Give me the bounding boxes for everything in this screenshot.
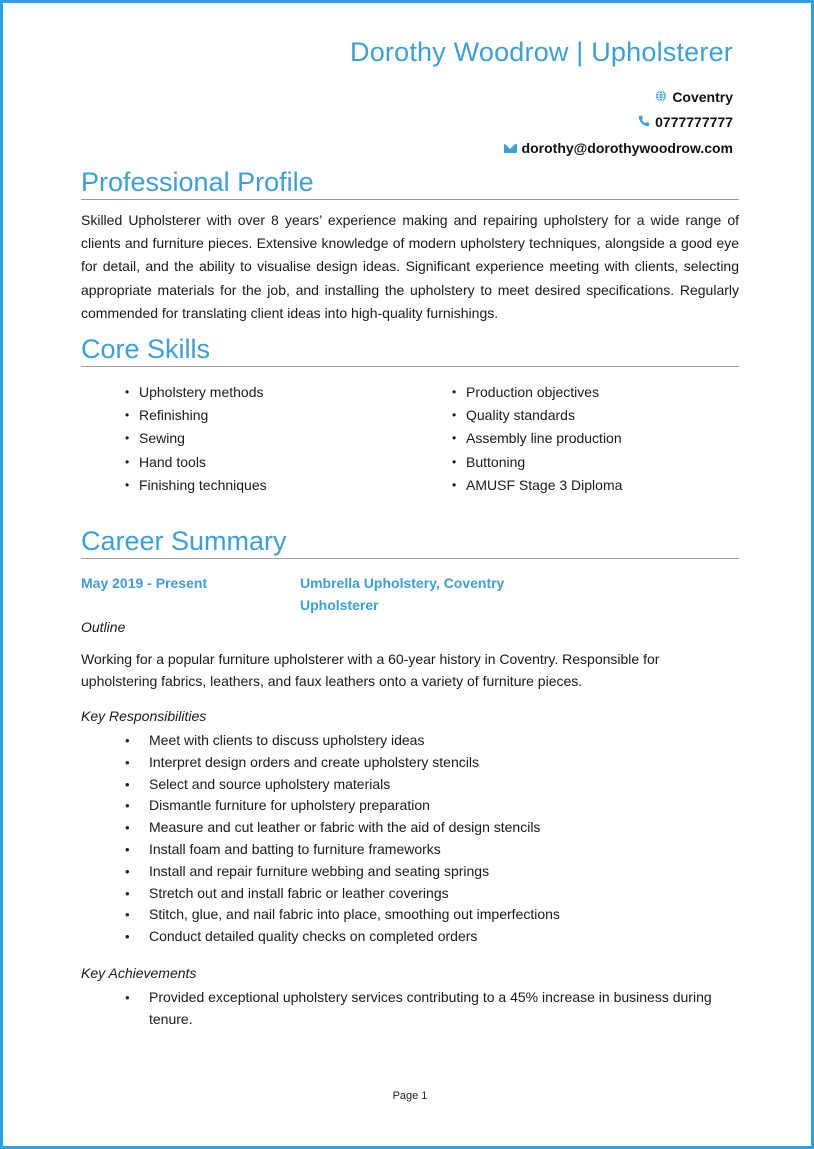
section-title-profile: Professional Profile (81, 167, 739, 200)
list-item: • Meet with clients to discuss upholstery ideas (123, 730, 560, 752)
contact-email (504, 140, 733, 156)
email-link[interactable]: dorothy@dorothywoodrow.com (521, 140, 733, 156)
job-role: Upholsterer (300, 597, 379, 613)
job-date: May 2019 - Present (81, 575, 208, 591)
list-item: • Buttoning (450, 451, 622, 474)
phone-text: 0777777777 (655, 114, 733, 130)
list-item: • Install and repair furniture webbing and seating springs (123, 861, 560, 883)
outline-heading: Outline (81, 619, 126, 635)
contact-location (654, 89, 733, 105)
contact-phone (637, 114, 733, 130)
list-item: • Interpret design orders and create upholstery stencils (123, 752, 560, 774)
list-item: • Quality standards (450, 404, 622, 427)
profile-text: Skilled Upholsterer with over 8 years’ experience making and repairing upholstery for a wide range of clients and furniture pieces. Extensive knowledge of modern upholstery techniques, alongside a good eye for detail, and the ability to visualise design ideas. Significant experience meeting with clients, selecting appropriate materials for the job, and installing the upholstery to meet desired specifications. Regularly commended for translating client ideas into high-quality furnishings. (81, 212, 739, 321)
mail-icon (504, 144, 517, 153)
outline-text: Working for a popular furniture upholsterer with a 60-year history in Coventry. Responsible for upholstering fabrics, leathers, and faux leathers onto a variety of furniture pieces. (81, 651, 660, 689)
job-company: Umbrella Upholstery, Coventry (300, 575, 505, 591)
list-item: • Hand tools (123, 451, 267, 474)
list-item: • Production objectives (450, 381, 622, 404)
list-item: • Install foam and batting to furniture frameworks (123, 839, 560, 861)
list-item: • Provided exceptional upholstery services contributing to a 45% increase in business during tenure. (123, 987, 723, 1031)
page-number: Page 1 (392, 1090, 428, 1102)
section-title-career: Career Summary (81, 526, 739, 559)
phone-icon (637, 115, 651, 130)
list-item: • Measure and cut leather or fabric with the aid of design stencils (123, 817, 560, 839)
header-name: Dorothy Woodrow | Upholsterer (350, 37, 733, 67)
list-item: • AMUSF Stage 3 Diploma (450, 474, 622, 497)
list-item: • Stitch, glue, and nail fabric into place, smoothing out imperfections (123, 904, 560, 926)
globe-icon (654, 90, 668, 105)
skills-list-left (123, 381, 267, 497)
list-item: • Select and source upholstery materials (123, 774, 560, 796)
achievements-heading: Key Achievements (81, 965, 197, 981)
location-text: Coventry (672, 89, 733, 105)
section-title-skills: Core Skills (81, 334, 739, 367)
list-item: • Upholstery methods (123, 381, 267, 404)
responsibilities-heading: Key Responsibilities (81, 708, 207, 724)
list-item: • Refinishing (123, 404, 267, 427)
responsibilities-list (123, 730, 560, 948)
skills-list-right (450, 381, 622, 497)
list-item: • Stretch out and install fabric or leather coverings (123, 883, 560, 905)
list-item: • Dismantle furniture for upholstery preparation (123, 795, 560, 817)
list-item: • Sewing (123, 427, 267, 450)
list-item: • Conduct detailed quality checks on completed orders (123, 926, 560, 948)
list-item: • Assembly line production (450, 427, 622, 450)
list-item: • Finishing techniques (123, 474, 267, 497)
achievements-list (123, 987, 723, 1031)
